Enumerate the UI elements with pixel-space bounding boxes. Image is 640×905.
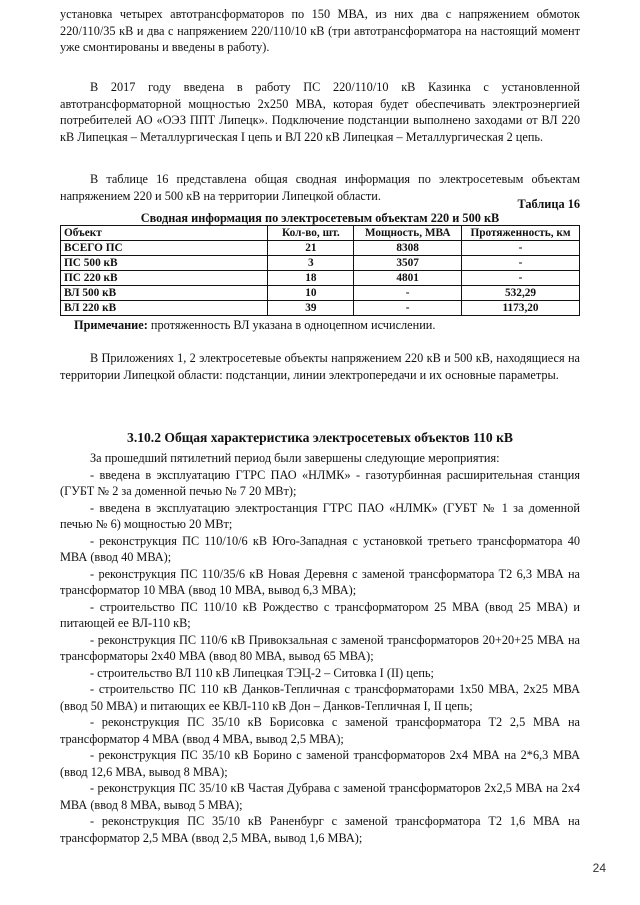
cell-capacity: -: [354, 301, 462, 316]
list-item: - реконструкция ПС 35/10 кВ Частая Дубрава с заменой трансформаторов 2х2,5 МВА на 2х4 МВА (ввод 8 МВА, вывод 5 МВА);: [60, 781, 580, 812]
table-row: [61, 271, 580, 286]
table-row: [61, 241, 580, 256]
note-text: протяженность ВЛ указана в одноцепном исчислении.: [147, 318, 436, 332]
list-item: - введена в эксплуатацию ГТРС ПАО «НЛМК» - газотурбинная расширительная станция (ГУБТ № 2 за доменной печью № 7 20 МВт);: [60, 467, 580, 498]
list-item: - реконструкция ПС 35/10 кВ Раненбург с заменой трансформатора Т2 1,6 МВА на трансформатор 2,5 МВА (ввод 2,5 МВА, вывод 1,6 МВА);: [60, 814, 580, 845]
table-title: Сводная информация по электросетевым объектам 220 и 500 кВ: [140, 211, 500, 225]
list-item: - реконструкция ПС 110/35/6 кВ Новая Деревня с заменой трансформатора Т2 6,3 МВА на трансформатор 10 МВА (ввод 10 МВА, вывод 6,3 МВА);: [60, 566, 580, 597]
list-item: - введена в эксплуатацию электростанция ГТРС ПАО «НЛМК» (ГУБТ № 1 за доменной печью № 6) мощностью 20 МВт;: [60, 500, 580, 531]
cell-count: 10: [268, 286, 354, 301]
page-number: 24: [592, 861, 606, 875]
summary-table: [60, 225, 580, 316]
cell-object: ВЛ 220 кВ: [61, 301, 268, 316]
list-item: - реконструкция ПС 35/10 кВ Борисовка с заменой трансформатора Т2 2,5 МВА на трансформатор 4 МВА (ввод 4 МВА, вывод 2,5 МВА);: [60, 715, 580, 746]
cell-capacity: 8308: [354, 241, 462, 256]
table-row: [61, 301, 580, 316]
cell-object: ПС 500 кВ: [61, 256, 268, 271]
table-note: [60, 317, 580, 334]
cell-length: -: [462, 256, 580, 271]
cell-count: 39: [268, 301, 354, 316]
list-item: - строительство ВЛ 110 кВ Липецкая ТЭЦ-2 – Ситовка I (II) цепь;: [90, 665, 434, 680]
list-item: - реконструкция ПС 35/10 кВ Борино с заменой трансформаторов 2х4 МВА на 2*6,3 МВА (ввод 12,6 МВА, вывод 8 МВА);: [60, 748, 580, 779]
cell-capacity: 3507: [354, 256, 462, 271]
cell-count: 21: [268, 241, 354, 256]
cell-capacity: 4801: [354, 271, 462, 286]
cell-object: ВСЕГО ПС: [61, 241, 268, 256]
completed-measures-list: [60, 450, 580, 846]
cell-count: 18: [268, 271, 354, 286]
paragraph-appendix: В Приложениях 1, 2 электросетевые объекты напряжением 220 кВ и 500 кВ, находящиеся на территории Липецкой области: подстанции, линии электропередачи и их основные параметры.: [60, 351, 580, 382]
note-label: Примечание:: [74, 318, 148, 332]
table-header-row: [61, 226, 580, 241]
col-header-object: Объект: [61, 226, 268, 241]
table-row: [61, 256, 580, 271]
cell-object: ВЛ 500 кВ: [61, 286, 268, 301]
paragraph-transformers: установка четырех автотрансформаторов по 150 МВА, из них два с напряжением обмоток 220/110/35 кВ и два с напряжением 220/110/10 кВ (три автотрансформатора на настоящий момент уже смонтированы и введены в работу).: [60, 7, 580, 54]
section-heading: 3.10.2 Общая характеристика электросетевых объектов 110 кВ: [127, 430, 513, 445]
list-item: - строительство ПС 110/10 кВ Рождество с трансформатором 25 МВА (ввод 25 МВА) и питающей ее ВЛ-110 кВ;: [60, 599, 580, 630]
cell-length: -: [462, 241, 580, 256]
col-header-count: Кол-во, шт.: [268, 226, 354, 241]
paragraph-table-intro: В таблице 16 представлена общая сводная информация по электросетевым объектам напряжением 220 и 500 кВ на территории Липецкой области.: [60, 172, 580, 203]
cell-object: ПС 220 кВ: [61, 271, 268, 286]
list-item: - реконструкция ПС 110/10/6 кВ Юго-Западная с установкой третьего трансформатора 40 МВА (ввод 40 МВА);: [60, 533, 580, 564]
cell-length: 1173,20: [462, 301, 580, 316]
col-header-length: Протяженность, км: [462, 226, 580, 241]
table-row: [61, 286, 580, 301]
list-intro: За прошедший пятилетний период были завершены следующие мероприятия:: [90, 451, 500, 465]
list-item: - строительство ПС 110 кВ Данков-Тепличная с трансформаторами 1х50 МВА, 2х25 МВА (ввод 50 МВА) и питающих ее КВЛ-110 кВ Дон – Данков-Тепличная I, II цепь;: [60, 682, 580, 713]
table-caption: Таблица 16: [517, 197, 580, 211]
col-header-capacity: Мощность, МВА: [354, 226, 462, 241]
cell-count: 3: [268, 256, 354, 271]
cell-length: -: [462, 271, 580, 286]
cell-capacity: -: [354, 286, 462, 301]
cell-length: 532,29: [462, 286, 580, 301]
paragraph-kazinka: В 2017 году введена в работу ПС 220/110/10 кВ Казинка с установленной автотрансформаторной мощностью 2х250 МВА, которая будет обеспечивать электроэнергией потребителей АО «ОЭЗ ППТ Липецк». Подключение подстанции выполнено заходами от ВЛ 220 кВ Липецкая – Металлургическая I цепь и ВЛ 220 кВ Липецкая – Металлургическая 2 цепь.: [60, 80, 580, 144]
list-item: - реконструкция ПС 110/6 кВ Привокзальная с заменой трансформаторов 20+20+25 МВА на трансформаторы 2х40 МВА (ввод 80 МВА, вывод 65 МВА);: [60, 632, 580, 663]
